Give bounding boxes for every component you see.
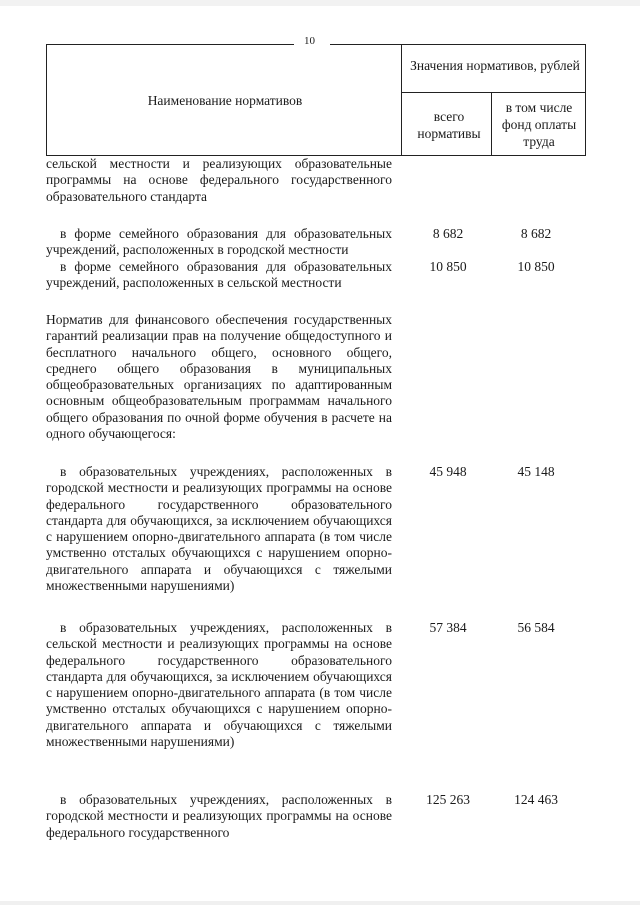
scan-edge — [0, 0, 640, 6]
row-payroll-value: 56 584 — [517, 620, 555, 635]
header-mid-rule — [401, 92, 586, 93]
header-name-column: Наименование нормативов — [147, 93, 303, 108]
header-left-border — [46, 44, 47, 156]
row-text: в образовательных учреждениях, расположенных в сельской местности и реализующих программы на основе федерального государственного образовательного стандарта для обучающихся, за исключением обучающихся с нарушением опорно-двигательного аппарата (в том числе умственно отсталых обучающихся с нарушением опорно-двигательного аппарата и обучающихся с тяжелыми множественными нарушениями) — [46, 620, 392, 750]
row-total-value: 57 384 — [429, 620, 467, 635]
row-payroll-value: 10 850 — [517, 259, 555, 274]
row-text: Норматив для финансового обеспечения государственных гарантий реализации прав на получение общедоступного и бесплатного начального общего, основного общего, среднего общего образования в муниципальных общеобразовательных организациях по адаптированным основным общеобразовательным программам начального общего образования по очной форме обучения в расчете на одного обучающегося: — [46, 312, 392, 442]
header-total-column: всего нормативы — [417, 109, 481, 141]
page-number: 10 — [304, 35, 315, 47]
row-total-value: 45 948 — [429, 464, 467, 479]
row-total-value: 125 263 — [426, 792, 470, 807]
row-payroll-value: 124 463 — [514, 792, 558, 807]
scan-edge — [0, 901, 640, 905]
header-col-divider — [401, 44, 402, 156]
row-payroll-value: 45 148 — [517, 464, 555, 479]
row-text: в образовательных учреждениях, расположенных в городской местности и реализующих программы на основе федерального государственного образовательного стандарта для обучающихся, за исключением обучающихся с нарушением опорно-двигательного аппарата (в том числе умственно отсталых обучающихся с нарушением опорно-двигательного аппарата и обучающихся с тяжелыми множественными нарушениями) — [46, 464, 392, 594]
header-right-border — [585, 44, 586, 156]
header-top-rule-right — [330, 44, 586, 45]
row-text: в образовательных учреждениях, расположенных в городской местности и реализующих программы на основе федерального государственного — [46, 792, 392, 840]
header-values-title: Значения нормативов, рублей — [410, 58, 580, 73]
header-top-rule-left — [46, 44, 294, 45]
row-text: в форме семейного образования для образовательных учреждений, расположенных в сельской местности — [46, 259, 392, 291]
header-subcol-divider — [491, 93, 492, 156]
row-payroll-value: 8 682 — [520, 226, 552, 241]
row-text: в форме семейного образования для образовательных учреждений, расположенных в городской местности — [46, 226, 392, 258]
row-text: сельской местности и реализующих образовательные программы на основе федерального государственного образовательного стандарта — [46, 156, 392, 204]
header-payroll-column: в том числе фонд оплаты труда — [501, 100, 577, 149]
row-total-value: 8 682 — [432, 226, 464, 241]
row-total-value: 10 850 — [429, 259, 467, 274]
